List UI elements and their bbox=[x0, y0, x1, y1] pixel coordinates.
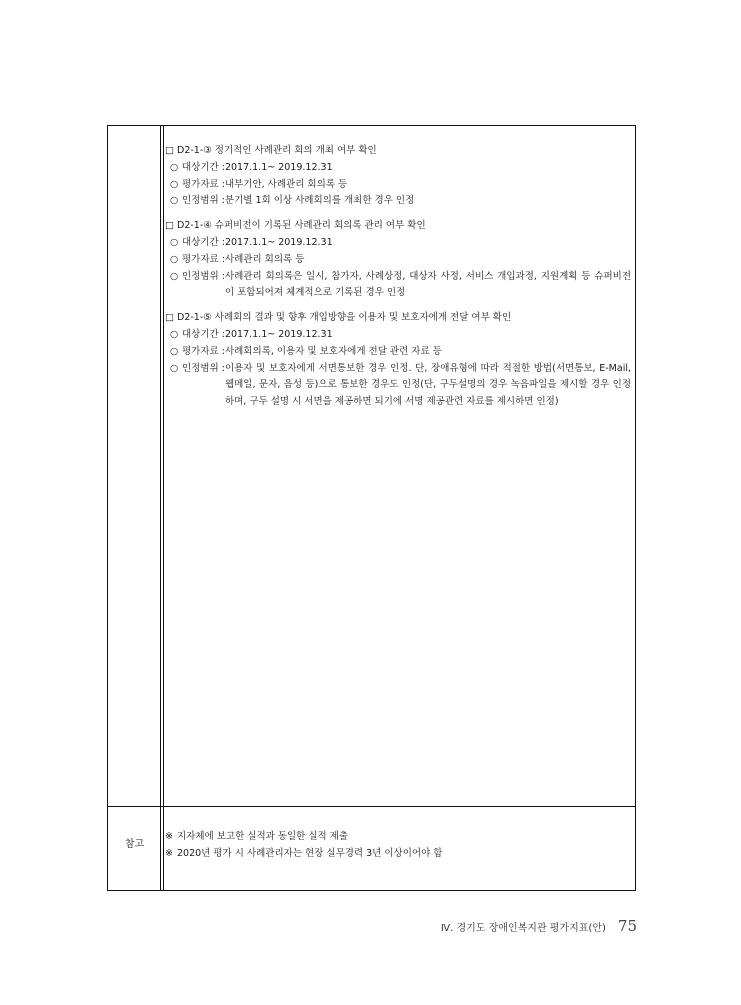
criteria-section bbox=[165, 143, 631, 210]
circle-bullet-icon: ○ bbox=[170, 178, 179, 190]
section-title: □ D2-1-③ 정기적인 사례관리 회의 개최 여부 확인 bbox=[165, 143, 631, 160]
criteria-item: ○ 평가자료 : 사례관리 회의록 등 bbox=[165, 252, 631, 269]
reference-label: 참고 bbox=[124, 839, 145, 850]
reference-note: ※ 2020년 평가 시 사례관리자는 현장 실무경력 3년 이상이어야 함 bbox=[165, 846, 631, 863]
criteria-item: ○ 대상기간 : 2017.1.1~ 2019.12.31 bbox=[165, 160, 631, 177]
circle-bullet-icon: ○ bbox=[170, 195, 179, 207]
circle-bullet-icon: ○ bbox=[170, 253, 179, 265]
criteria-item: ○ 인정범위 : 이용자 및 보호자에게 서면통보한 경우 인정. 단, 장애유형에 따라 적절한 방법(서면통보, E-Mail, 웹메일, 문자, 음성 등)으로 통보한 경우도 인정(단, 구두설명의 경우 녹음파일을 제시할 경우 인정하며, 구두 설명 시 서면을 제공하면 되기에 서명 제공관련 자료를 제시하면 인정) bbox=[165, 361, 631, 411]
circle-bullet-icon: ○ bbox=[170, 362, 179, 374]
row-divider bbox=[107, 806, 636, 807]
table-left-border bbox=[107, 125, 108, 891]
circle-bullet-icon: ○ bbox=[170, 236, 179, 248]
note-marker-icon: ※ bbox=[165, 847, 173, 859]
table-bottom-border bbox=[107, 890, 636, 891]
footer-title: Ⅳ. 경기도 장애인복지관 평가지표(안) bbox=[440, 923, 606, 934]
column-divider-2 bbox=[163, 125, 164, 891]
page-number: 75 bbox=[617, 917, 637, 935]
page-footer bbox=[441, 917, 637, 935]
circle-bullet-icon: ○ bbox=[170, 270, 179, 282]
circle-bullet-icon: ○ bbox=[170, 345, 179, 357]
circle-bullet-icon: ○ bbox=[170, 161, 179, 173]
evaluation-table bbox=[107, 125, 636, 891]
section-title: □ D2-1-④ 슈퍼비전이 기록된 사례관리 회의록 관리 여부 확인 bbox=[165, 218, 631, 235]
section-title: □ D2-1-⑤ 사례회의 결과 및 향후 개입방향을 이용자 및 보호자에게 전달 여부 확인 bbox=[165, 310, 631, 327]
reference-notes bbox=[165, 829, 631, 863]
column-divider-1 bbox=[160, 125, 161, 891]
circle-bullet-icon: ○ bbox=[170, 328, 179, 340]
criteria-item: ○ 평가자료 : 내부기안, 사례관리 회의록 등 bbox=[165, 177, 631, 194]
criteria-item: ○ 평가자료 : 사례회의록, 이용자 및 보호자에게 전달 관련 자료 등 bbox=[165, 344, 631, 361]
checkbox-square-icon: □ bbox=[165, 145, 174, 156]
checkbox-square-icon: □ bbox=[165, 312, 174, 324]
criteria-content bbox=[165, 143, 631, 419]
reference-note: ※ 지자체에 보고한 실적과 동일한 실적 제출 bbox=[165, 829, 631, 846]
criteria-item: ○ 인정범위 : 사례관리 회의록은 일시, 참가자, 사례상정, 대상자 사정, 서비스 개입과정, 지원계획 등 슈퍼비전이 포함되어져 체계적으로 기록된 경우 인정 bbox=[165, 269, 631, 303]
criteria-item: ○ 대상기간 : 2017.1.1~ 2019.12.31 bbox=[165, 235, 631, 252]
note-marker-icon: ※ bbox=[165, 831, 173, 842]
criteria-section bbox=[165, 218, 631, 302]
criteria-item: ○ 대상기간 : 2017.1.1~ 2019.12.31 bbox=[165, 327, 631, 344]
criteria-section bbox=[165, 310, 631, 411]
checkbox-square-icon: □ bbox=[165, 220, 174, 232]
criteria-item: ○ 인정범위 : 분기별 1회 이상 사례회의를 개최한 경우 인정 bbox=[165, 193, 631, 210]
table-right-border bbox=[635, 125, 636, 891]
table-top-border bbox=[107, 125, 636, 126]
